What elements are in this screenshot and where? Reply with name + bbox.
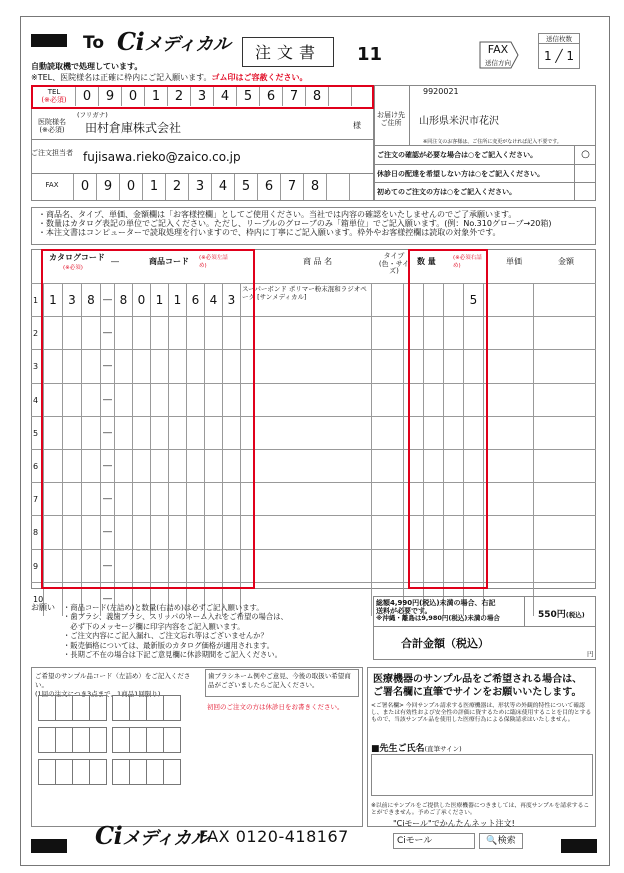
shipping-fee: 550円(税込)	[538, 610, 585, 620]
brand-name: メディカル	[144, 34, 231, 55]
sample-code-cell[interactable]	[38, 727, 56, 753]
digit-cell[interactable]: 2	[165, 174, 188, 200]
code-digit-cell[interactable]: 1	[150, 284, 168, 317]
amount-cell	[533, 284, 596, 317]
dash-header: ―	[111, 257, 119, 266]
footer-fax: FAX 0120-418167	[199, 827, 349, 846]
sample-code-cell[interactable]	[129, 727, 147, 753]
shipping-note: 総額4,990円(税込)未満の場合、右記 送料が必要です。 ※沖縄・離島は9,980円(税込)未満の場合	[376, 599, 500, 623]
type-cell	[371, 317, 403, 350]
total-label: 合計金額（税込）	[401, 637, 489, 650]
qty-highlight	[408, 249, 488, 589]
dash-cell: ―	[100, 483, 114, 516]
sample-code-row	[39, 759, 187, 785]
code-digit-cell[interactable]: 8	[114, 284, 132, 317]
sample-code-row	[39, 695, 187, 721]
doctor-label: ■先生ご氏名(直筆サイン)	[371, 744, 462, 754]
digit-cell[interactable]: 0	[121, 87, 144, 106]
product-name-header: 商 品 名	[303, 257, 333, 266]
row-number: 7	[33, 495, 39, 505]
option-check[interactable]	[574, 183, 596, 201]
digit-cell[interactable]: 7	[282, 87, 305, 106]
option-label: 休診日の配達を希望しない方は○をご記入ください。	[377, 169, 545, 178]
notice-line: ・商品名、タイプ、単価、金額欄は「お客様控欄」としてご使用ください。当社では内容の確認をいたしませんのでご了承願います。	[38, 210, 517, 219]
honorific: 様	[353, 121, 361, 130]
type-cell	[371, 450, 403, 483]
digit-cell[interactable]: 3	[190, 87, 213, 106]
type-cell	[371, 483, 403, 516]
notice-box	[31, 207, 596, 245]
option-check[interactable]	[574, 165, 596, 183]
digit-cell[interactable]	[351, 87, 374, 106]
catalog-digit-cell[interactable]: 1	[43, 284, 62, 317]
sample-code-cell[interactable]	[89, 759, 107, 785]
sample-code-cell[interactable]	[163, 727, 181, 753]
person-label: ご注文担当者	[31, 149, 73, 157]
search-icon: 🔍	[486, 836, 498, 846]
registration-mark	[31, 839, 67, 853]
tel-row	[31, 85, 374, 109]
unit-price-cell	[483, 417, 533, 450]
brand-logo	[117, 27, 230, 56]
unit-price-cell	[483, 450, 533, 483]
message-note: 歯ブラシネーム例やご意見、今後の取扱い希望商品がございましたらご記入ください。	[205, 669, 359, 697]
dash-cell: ―	[100, 550, 114, 583]
product-name-cell: スーパーボンド ポリマー粉末混和ラジオペーク [サンメディカル]	[240, 284, 371, 317]
digit-cell[interactable]: 9	[96, 174, 119, 200]
notice-line: ・数量はカタログ表記の単位でご記入ください。ただし、リーブルのグローブのみ「箱単位」でご記入願います。(例：No.310グローブ→20箱)	[38, 219, 552, 229]
digit-cell[interactable]: 9	[98, 87, 121, 106]
digit-cell[interactable]: 5	[236, 87, 259, 106]
footer-search-input[interactable]: Ciモール	[393, 833, 475, 849]
request-item: 必ず下のメッセージ欄に印字内容をご記入願います。	[63, 621, 245, 631]
request-item: ・長期ご不在の場合は下記ご意見欄に休診期間をご記入ください。	[63, 650, 282, 660]
catalog-digit-cell[interactable]: 3	[62, 284, 81, 317]
unit-price-cell	[483, 483, 533, 516]
sample-code-cell[interactable]	[89, 695, 107, 721]
qty-required: (※必須右詰め)	[453, 255, 482, 269]
option-row	[374, 164, 596, 183]
signature-note: <ご署名欄> 今回サンプル請求する医療機器は、形状等の外観的特性について確認し、または有効性および安全性の評価に資するために臨床使用することを目的とするもので、当該サンプル品を使用した医療行為による保険請求はいたしません。	[371, 703, 592, 724]
request-item: ・商品コード(左詰め)と数量(右詰め)は必ずご記入願います。	[63, 603, 264, 612]
sample-code-cell[interactable]	[112, 695, 130, 721]
dash-cell: ―	[100, 284, 114, 317]
digit-cell[interactable]: 3	[188, 174, 211, 200]
delivery-label: お届け先ご住所	[377, 111, 405, 127]
amount-cell	[533, 450, 596, 483]
requests-list	[63, 603, 288, 660]
order-form	[20, 16, 610, 866]
digit-cell[interactable]: 7	[280, 174, 303, 200]
dash-cell: ―	[100, 417, 114, 450]
row-number: 3	[33, 362, 39, 372]
option-row	[374, 182, 596, 201]
unit-price-cell	[483, 550, 533, 583]
code-digit-cell[interactable]: 3	[222, 284, 240, 317]
row-number: 6	[33, 462, 39, 471]
digit-cell[interactable]: 4	[211, 174, 234, 200]
stamp-notice: ゴム印はご容赦ください。	[211, 73, 308, 82]
type-header: タイプ (色・サイズ)	[378, 252, 410, 276]
product-name-cell	[240, 550, 371, 583]
sample-code-cell[interactable]	[129, 759, 147, 785]
request-item: ・販売価格については、最新版のカタログ価格が適用されます。	[63, 640, 274, 650]
fax-direction-label: 送信方向	[485, 59, 511, 67]
sample-code-cell[interactable]	[72, 759, 90, 785]
type-cell	[371, 550, 403, 583]
sample-code-cell[interactable]	[146, 727, 164, 753]
sample-code-cell[interactable]	[55, 695, 73, 721]
digit-cell[interactable]: 5	[234, 174, 257, 200]
divider	[31, 139, 374, 140]
sample-code-cell[interactable]	[55, 727, 73, 753]
amount-cell	[533, 384, 596, 417]
catalog-digit-cell[interactable]: 8	[81, 284, 100, 317]
registration-mark	[31, 34, 67, 47]
digit-cell[interactable]: 1	[144, 87, 167, 106]
amount-cell	[533, 483, 596, 516]
unit-price-cell	[483, 284, 533, 317]
row-number: 9	[33, 561, 39, 571]
closed-day-note: 初回のご注文の方は休診日をお書きください。	[207, 703, 344, 711]
sample-code-cell[interactable]	[163, 759, 181, 785]
code-highlight	[41, 249, 255, 589]
sample-code-cell[interactable]	[112, 759, 130, 785]
row-number: 10	[33, 594, 44, 604]
option-row	[374, 145, 596, 164]
product-code-required: (※必須左詰め)	[199, 255, 228, 269]
product-name-cell	[240, 483, 371, 516]
sample-code-grid[interactable]	[39, 695, 187, 791]
digit-cell[interactable]: 2	[167, 87, 190, 106]
page-count-label: 送信枚数	[539, 34, 579, 44]
notice-line: ・本注文書はコンピューターで読取処理を行いますので、枠内に丁寧にご記入願います。枠外やお客様控欄は読取の対象外です。	[38, 228, 501, 238]
digit-cell[interactable]	[326, 174, 349, 200]
footer-search-button[interactable]: 🔍検索	[479, 833, 523, 849]
signature-title: 医療機器のサンプル品をご希望される場合は、 ご署名欄に直筆でサインをお願いいたします。	[373, 674, 583, 698]
code-digit-cell[interactable]: 0	[132, 284, 150, 317]
digit-cell[interactable]: 6	[259, 87, 282, 106]
dash-cell: ―	[100, 350, 114, 383]
furigana-label: (フリガナ)	[77, 111, 108, 119]
row-number: 2	[33, 329, 39, 339]
digit-cell[interactable]: 6	[257, 174, 280, 200]
unit-price-cell	[483, 384, 533, 417]
type-cell	[371, 384, 403, 417]
yen-label: 円	[587, 650, 594, 658]
clinic-label: 医院様名 (※必須)	[38, 118, 66, 134]
sample-code-cell[interactable]	[38, 695, 56, 721]
dash-cell: ―	[100, 317, 114, 350]
sample-code-cell[interactable]	[146, 695, 164, 721]
product-name-cell	[240, 384, 371, 417]
digit-cell[interactable]: 8	[303, 174, 326, 200]
sample-code-cell[interactable]	[89, 727, 107, 753]
address-note: ※同注文のお客様は、ご住所に変更がなければ記入不要です。	[423, 139, 562, 145]
digit-cell[interactable]: 0	[75, 87, 98, 106]
code-digit-cell[interactable]: 1	[168, 284, 186, 317]
digit-cell[interactable]	[349, 174, 372, 200]
sample-footer-note: ※以前にサンプルをご提供した医療機器につきましては、再度サンプルを請求することができません。予めご了承ください。	[371, 803, 590, 817]
requests-label: お願い	[31, 603, 55, 612]
doctor-signature-field[interactable]	[371, 754, 593, 796]
fax-digit-cells[interactable]	[73, 174, 372, 200]
tel-notice: ※TEL、医院様名は正確に枠内にご記入願います。ゴム印はご容赦ください。	[31, 73, 308, 82]
row-number: 4	[33, 395, 39, 405]
to-label: To	[83, 33, 105, 53]
digit-cell[interactable]: 0	[73, 174, 96, 200]
digit-cell[interactable]: 4	[213, 87, 236, 106]
option-rows	[374, 145, 596, 201]
catalog-header: カタログコード	[49, 253, 105, 262]
unit-price-cell	[483, 516, 533, 549]
code-digit-cell[interactable]: 6	[186, 284, 204, 317]
sample-code-cell[interactable]	[129, 695, 147, 721]
fax-label: FAX	[487, 43, 509, 56]
option-check[interactable]: ○	[574, 146, 596, 164]
sample-code-cell[interactable]	[38, 759, 56, 785]
sample-code-cell[interactable]	[55, 759, 73, 785]
digit-cell[interactable]: 8	[305, 87, 328, 106]
type-cell	[371, 417, 403, 450]
product-code-header: 商品コード	[149, 257, 189, 266]
option-label: 初めてのご注文の方は○をご記入ください。	[377, 188, 517, 197]
divider	[373, 626, 596, 627]
amount-cell	[533, 516, 596, 549]
page-count-box	[538, 33, 580, 69]
auto-read-notice: 自動読取機で処理しています。	[31, 62, 143, 71]
row-number: 8	[33, 528, 39, 538]
sample-code-row	[39, 727, 187, 753]
digit-cell[interactable]: 0	[119, 174, 142, 200]
digit-cell[interactable]: 1	[142, 174, 165, 200]
qty-header: 数 量	[417, 257, 436, 266]
registration-mark	[561, 839, 597, 853]
tel-label: TEL (※必須)	[41, 88, 67, 104]
dash-cell: ―	[100, 450, 114, 483]
amount-cell	[533, 350, 596, 383]
row-number: 1	[33, 296, 39, 305]
address-field[interactable]: 山形県米沢市花沢	[419, 116, 499, 127]
dash-cell: ―	[100, 583, 114, 616]
footer-promo: "Ciモール"でかんたんネット注文!	[393, 819, 515, 828]
unit-price-header: 単価	[506, 257, 522, 266]
sample-code-cell[interactable]	[163, 695, 181, 721]
row-number: 5	[33, 428, 39, 438]
request-item: ・ご注文内容にご記入漏れ、ご注文忘れ等はございませんか？	[63, 631, 268, 641]
sample-code-cell[interactable]	[112, 727, 130, 753]
sample-code-cell[interactable]	[72, 695, 90, 721]
amount-cell	[533, 317, 596, 350]
product-name-cell	[240, 417, 371, 450]
unit-price-cell	[483, 350, 533, 383]
product-name-cell	[240, 450, 371, 483]
request-item: ・歯ブラシ、義歯ブラシ、スリッパのネーム入れをご希望の場合は、	[63, 612, 288, 622]
type-cell	[371, 284, 403, 317]
page-count-value: 1 ╱ 1	[543, 49, 575, 63]
amount-header: 金額	[558, 257, 574, 266]
type-cell	[371, 516, 403, 549]
amount-cell	[533, 550, 596, 583]
product-name-cell	[240, 317, 371, 350]
dash-cell: ―	[100, 384, 114, 417]
amount-cell	[533, 417, 596, 450]
tel-digit-cells[interactable]	[75, 87, 374, 106]
form-number: 11	[357, 44, 383, 65]
unit-price-cell	[483, 317, 533, 350]
brand-ci: Ci	[117, 27, 145, 56]
product-name-cell	[240, 350, 371, 383]
postal-code[interactable]: 9920021	[423, 87, 459, 96]
catalog-required: (※必須)	[63, 265, 83, 271]
sample-note: ご希望のサンプル品コード（左詰め）をご記入ください。 (1回の注文につき3点まで、1商品1回限り)	[35, 672, 191, 698]
fax-row-label: FAX	[45, 181, 59, 189]
digit-cell[interactable]	[328, 87, 351, 106]
option-label: ご注文の確認が必要な場合は○をご記入ください。	[377, 151, 538, 159]
form-title: 注文書	[242, 37, 334, 67]
person-field[interactable]: fujisawa.rieko@zaico.co.jp	[83, 150, 241, 164]
qty-digit-cell[interactable]: 5	[463, 284, 483, 317]
sample-code-cell[interactable]	[72, 727, 90, 753]
code-digit-cell[interactable]: 4	[204, 284, 222, 317]
dash-cell: ―	[100, 516, 114, 549]
footer-brand-logo: Ciメディカル	[95, 821, 209, 850]
sample-code-cell[interactable]	[146, 759, 164, 785]
product-name-cell	[240, 516, 371, 549]
type-cell	[371, 350, 403, 383]
clinic-name-field[interactable]: 田村倉庫株式会社	[85, 121, 182, 135]
